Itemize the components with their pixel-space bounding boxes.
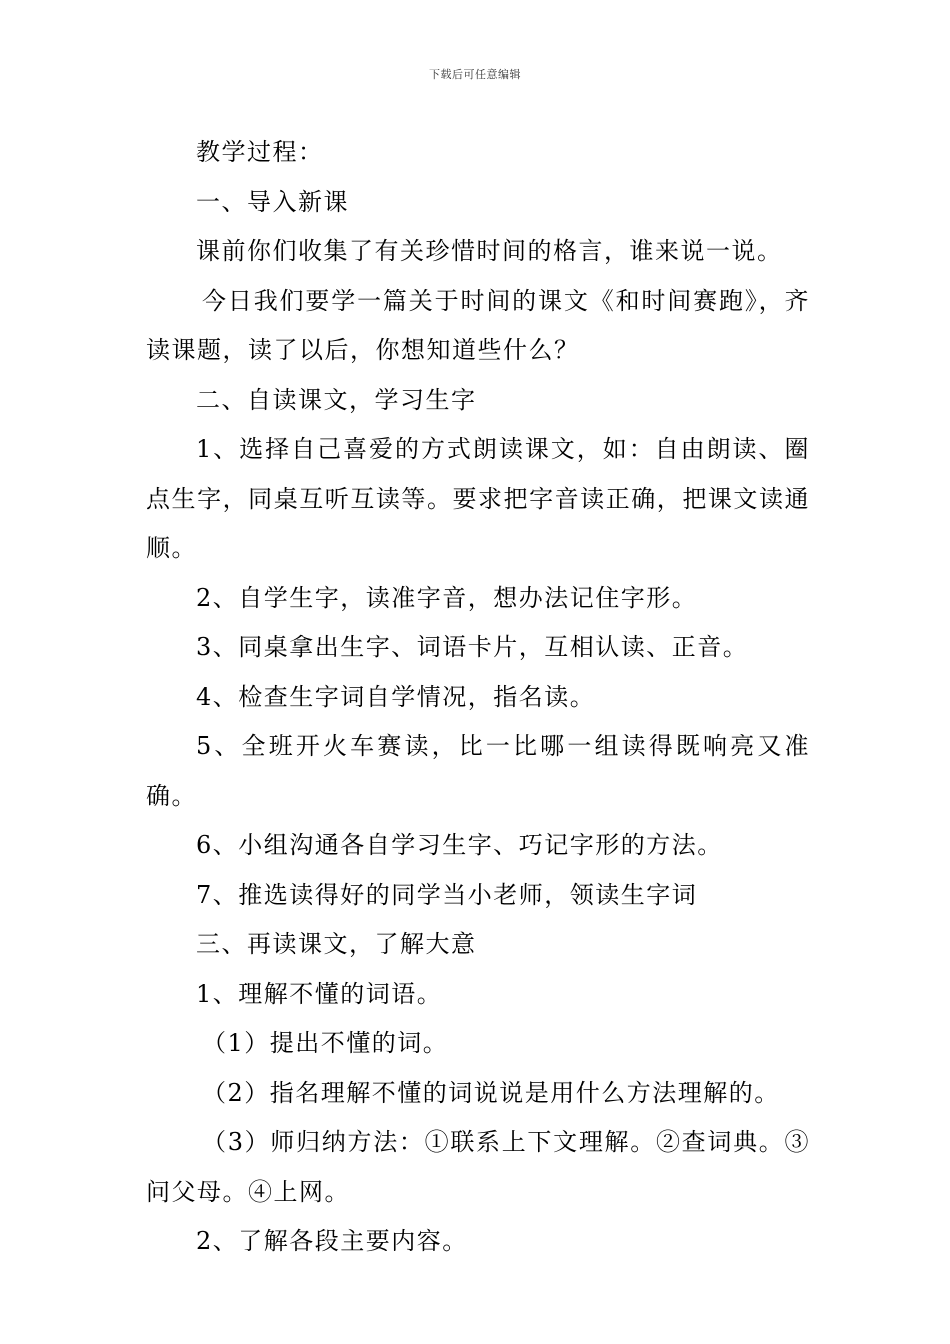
- list-item: 1、选择自己喜爱的方式朗读课文，如：自由朗读、圈点生字，同桌互听互读等。要求把字音读正确，把课文读通顺。: [146, 435, 810, 562]
- list-item: 4、检查生字词自学情况，指名读。: [196, 682, 596, 711]
- sub-list-item: （1）提出不懂的词。: [202, 1029, 449, 1057]
- section-heading-reread: 三、再读课文，了解大意: [196, 930, 477, 958]
- list-item: 2、了解各段主要内容。: [196, 1227, 468, 1255]
- section-heading-process: 教学过程：: [196, 138, 324, 166]
- document-body: [146, 128, 810, 1267]
- section-heading-self-reading: 二、自读课文，学习生字: [196, 385, 477, 414]
- section-heading-intro: 一、导入新课: [196, 187, 349, 216]
- paragraph: 课前你们收集了有关珍惜时间的格言，谁来说一说。: [196, 237, 783, 265]
- list-item: 5、全班开火车赛读，比一比哪一组读得既响亮又准确。: [146, 732, 810, 810]
- paragraph: 今日我们要学一篇关于时间的课文《和时间赛跑》，齐读课题，读了以后，你想知道些什么？: [146, 286, 810, 364]
- list-item: 3、同桌拿出生字、词语卡片，互相认读、正音。: [196, 633, 749, 661]
- list-item: 6、小组沟通各自学习生字、巧记字形的方法。: [196, 831, 723, 859]
- sub-list-item: （3）师归纳方法：①联系上下文理解。②查词典。③问父母。④上网。: [146, 1128, 810, 1206]
- list-item: 1、理解不懂的词语。: [196, 979, 443, 1008]
- header-note: 下载后可任意编辑: [429, 68, 521, 81]
- list-item: 2、自学生字，读准字音，想办法记住字形。: [196, 583, 698, 612]
- list-item: 7、推选读得好的同学当小老师，领读生字词: [196, 880, 698, 909]
- sub-list-item: （2）指名理解不懂的词说说是用什么方法理解的。: [202, 1078, 780, 1107]
